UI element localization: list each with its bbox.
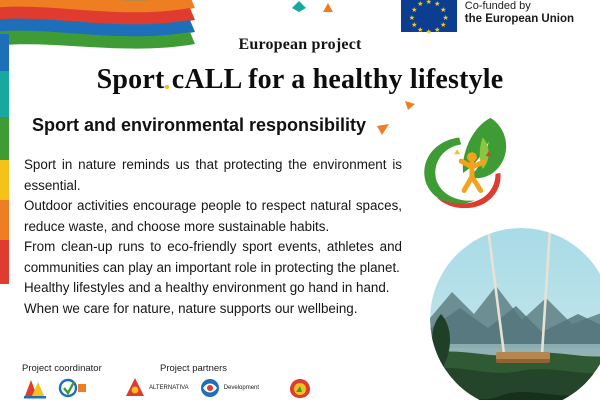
- paragraph-3: From clean-up runs to eco-friendly sport events, athletes and communities can play an important role in protecting the planet.: [24, 239, 402, 275]
- partner-logo-2-caption: Development: [223, 384, 260, 391]
- coordinator-logo-icon: [22, 376, 48, 400]
- partner-logo-2-icon: [199, 376, 221, 400]
- coordinator-logo-1: [22, 376, 48, 400]
- footer-logo-row: [22, 374, 313, 400]
- eu-emblem: [401, 0, 574, 36]
- coordinator-label: Project coordinator: [22, 363, 102, 374]
- partner-logo-3-icon: [287, 376, 313, 400]
- body-text: [24, 155, 402, 319]
- footer: [0, 364, 600, 400]
- partner-logo-3: [287, 376, 313, 400]
- partner-logo-1-icon: [124, 376, 146, 400]
- eu-emblem-text: [465, 0, 574, 26]
- confetti-mark-3: [404, 99, 416, 111]
- coordinator-logo-2: [58, 376, 88, 400]
- paragraph-1: Sport in nature reminds us that protecting the environment is essential.: [24, 157, 402, 193]
- project-subtitle: European project: [238, 36, 362, 53]
- partners-label: Project partners: [160, 363, 228, 374]
- section-heading: Sport and environmental responsibility: [32, 115, 367, 135]
- paragraph-5: When we care for nature, nature supports our wellbeing.: [24, 300, 358, 316]
- sport-call-logo: [414, 112, 522, 218]
- partner-logo-1: [124, 376, 189, 400]
- paragraph-4: Healthy lifestyles and a healthy environment go hand in hand.: [24, 280, 390, 295]
- partner-logo-1-caption: ALTERNATIVA: [149, 384, 189, 391]
- confetti-mark-2: [322, 2, 334, 14]
- eu-emblem-line2: the European Union: [464, 13, 574, 25]
- page-title: Sport cALL for a healthy lifestyle: [96, 64, 504, 95]
- coordinator-logo-2-icon: [58, 376, 88, 400]
- confetti-mark-1: [290, 0, 308, 14]
- eu-emblem-line1: Co-funded by: [464, 0, 531, 12]
- paragraph-2: Outdoor activities encourage people to respect natural spaces, reduce waste, and choose more sustainable habits.: [24, 198, 402, 234]
- confetti-mark-4: [376, 122, 390, 136]
- partner-logo-2: [199, 376, 259, 400]
- eu-flag-icon: ★ ★ ★ ★ ★ ★ ★ ★ ★ ★ ★ ★: [401, 0, 457, 32]
